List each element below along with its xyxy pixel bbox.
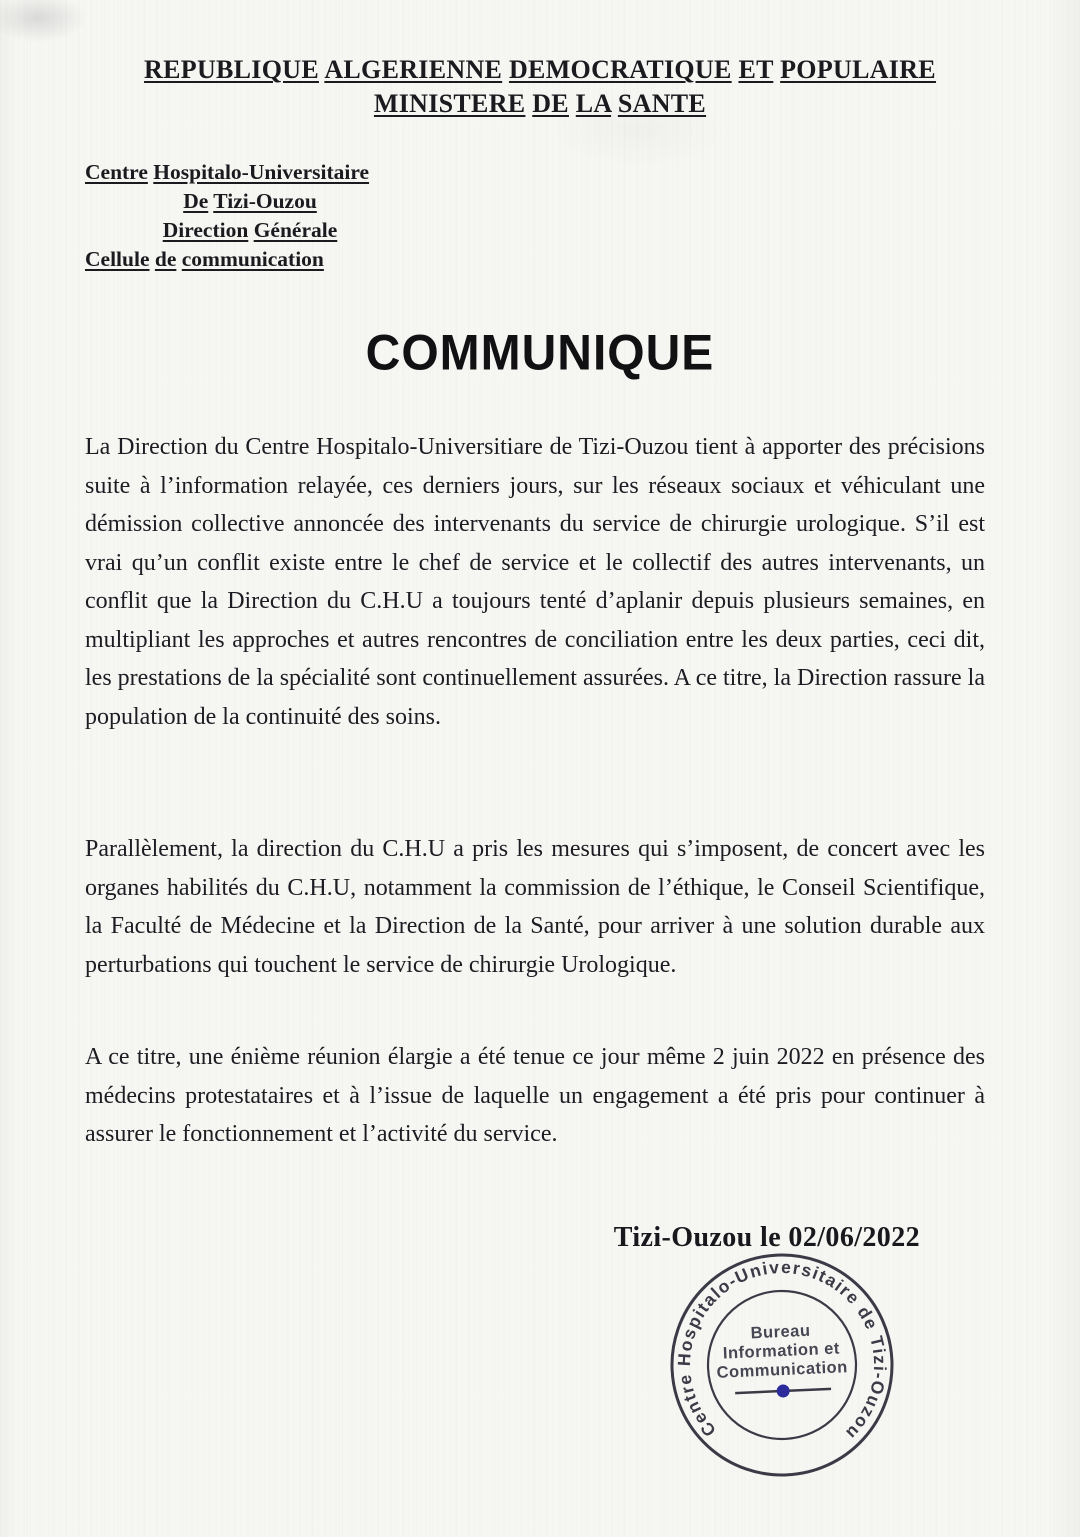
paragraph-2: Parallèlement, la direction du C.H.U a pris les mesures qui s’imposent, de concert avec les organes habilités du C.H.U, notamment la commission de l’éthique, le Conseil Scientifique, la Faculté de Médecine et la Direction de la Santé, pour arriver à une solution durable aux perturbations qui touchent le service de chirurgie Urologique. [85,836,985,978]
ministry-header-line: MINISTERE DE LA SANTE [373,89,707,118]
dateline: Tizi-Ouzou le 02/06/2022 [613,1222,920,1253]
paragraph-1: La Direction du Centre Hospitalo-Universitiare de Tizi-Ouzou tient à apporter des précisions suite à l’information relayée, ces derniers jours, sur les réseaux sociaux et véhiculant une démission collective annoncée des intervenants du service de chirurgie urologique. S’il est vrai qu’un conflit existe entre le chef de service et le collectif des autres intervenants, un conflit que la Direction du C.H.U a toujours tenté d’aplanir depuis plusieurs semaines, en multipliant les approches et autres rencontres de conciliation entre les deux parties, ceci dit, les prestations de la spécialité sont continuellement assurées. A ce titre, la Direction rassure la population de la continuité des soins. [85,434,985,730]
stamp-bureau-line: Bureau [750,1321,811,1343]
org-city-line: De Tizi-Ouzou [183,189,317,213]
communique-title: COMMUNIQUE [365,325,715,382]
stamp-ring-text: Centre Hospitalo-Universitaire de Tizi-Ouzou [673,1256,891,1445]
office-stamp [655,1238,909,1492]
stamp-center-dot [776,1384,790,1398]
org-direction-line: Direction Générale [162,218,338,242]
stamp-communication-line: Communication [716,1358,849,1382]
republic-header-line: REPUBLIQUE ALGERIENNE DEMOCRATIQUE ET POPULAIRE [144,55,936,84]
org-cell-line: Cellule de communication [85,247,324,271]
org-name-line: Centre Hospitalo-Universitaire [85,160,370,184]
org-block [85,158,415,274]
paragraph-3: A ce titre, une énième réunion élargie a été tenue ce jour même 2 juin 2022 en présence des médecins protestataires et à l’issue de laquelle un engagement a été pris pour continuer à assurer le fonctionnement et l’activité du service. [85,1044,985,1147]
stamp-information-line: Information et [722,1339,841,1363]
